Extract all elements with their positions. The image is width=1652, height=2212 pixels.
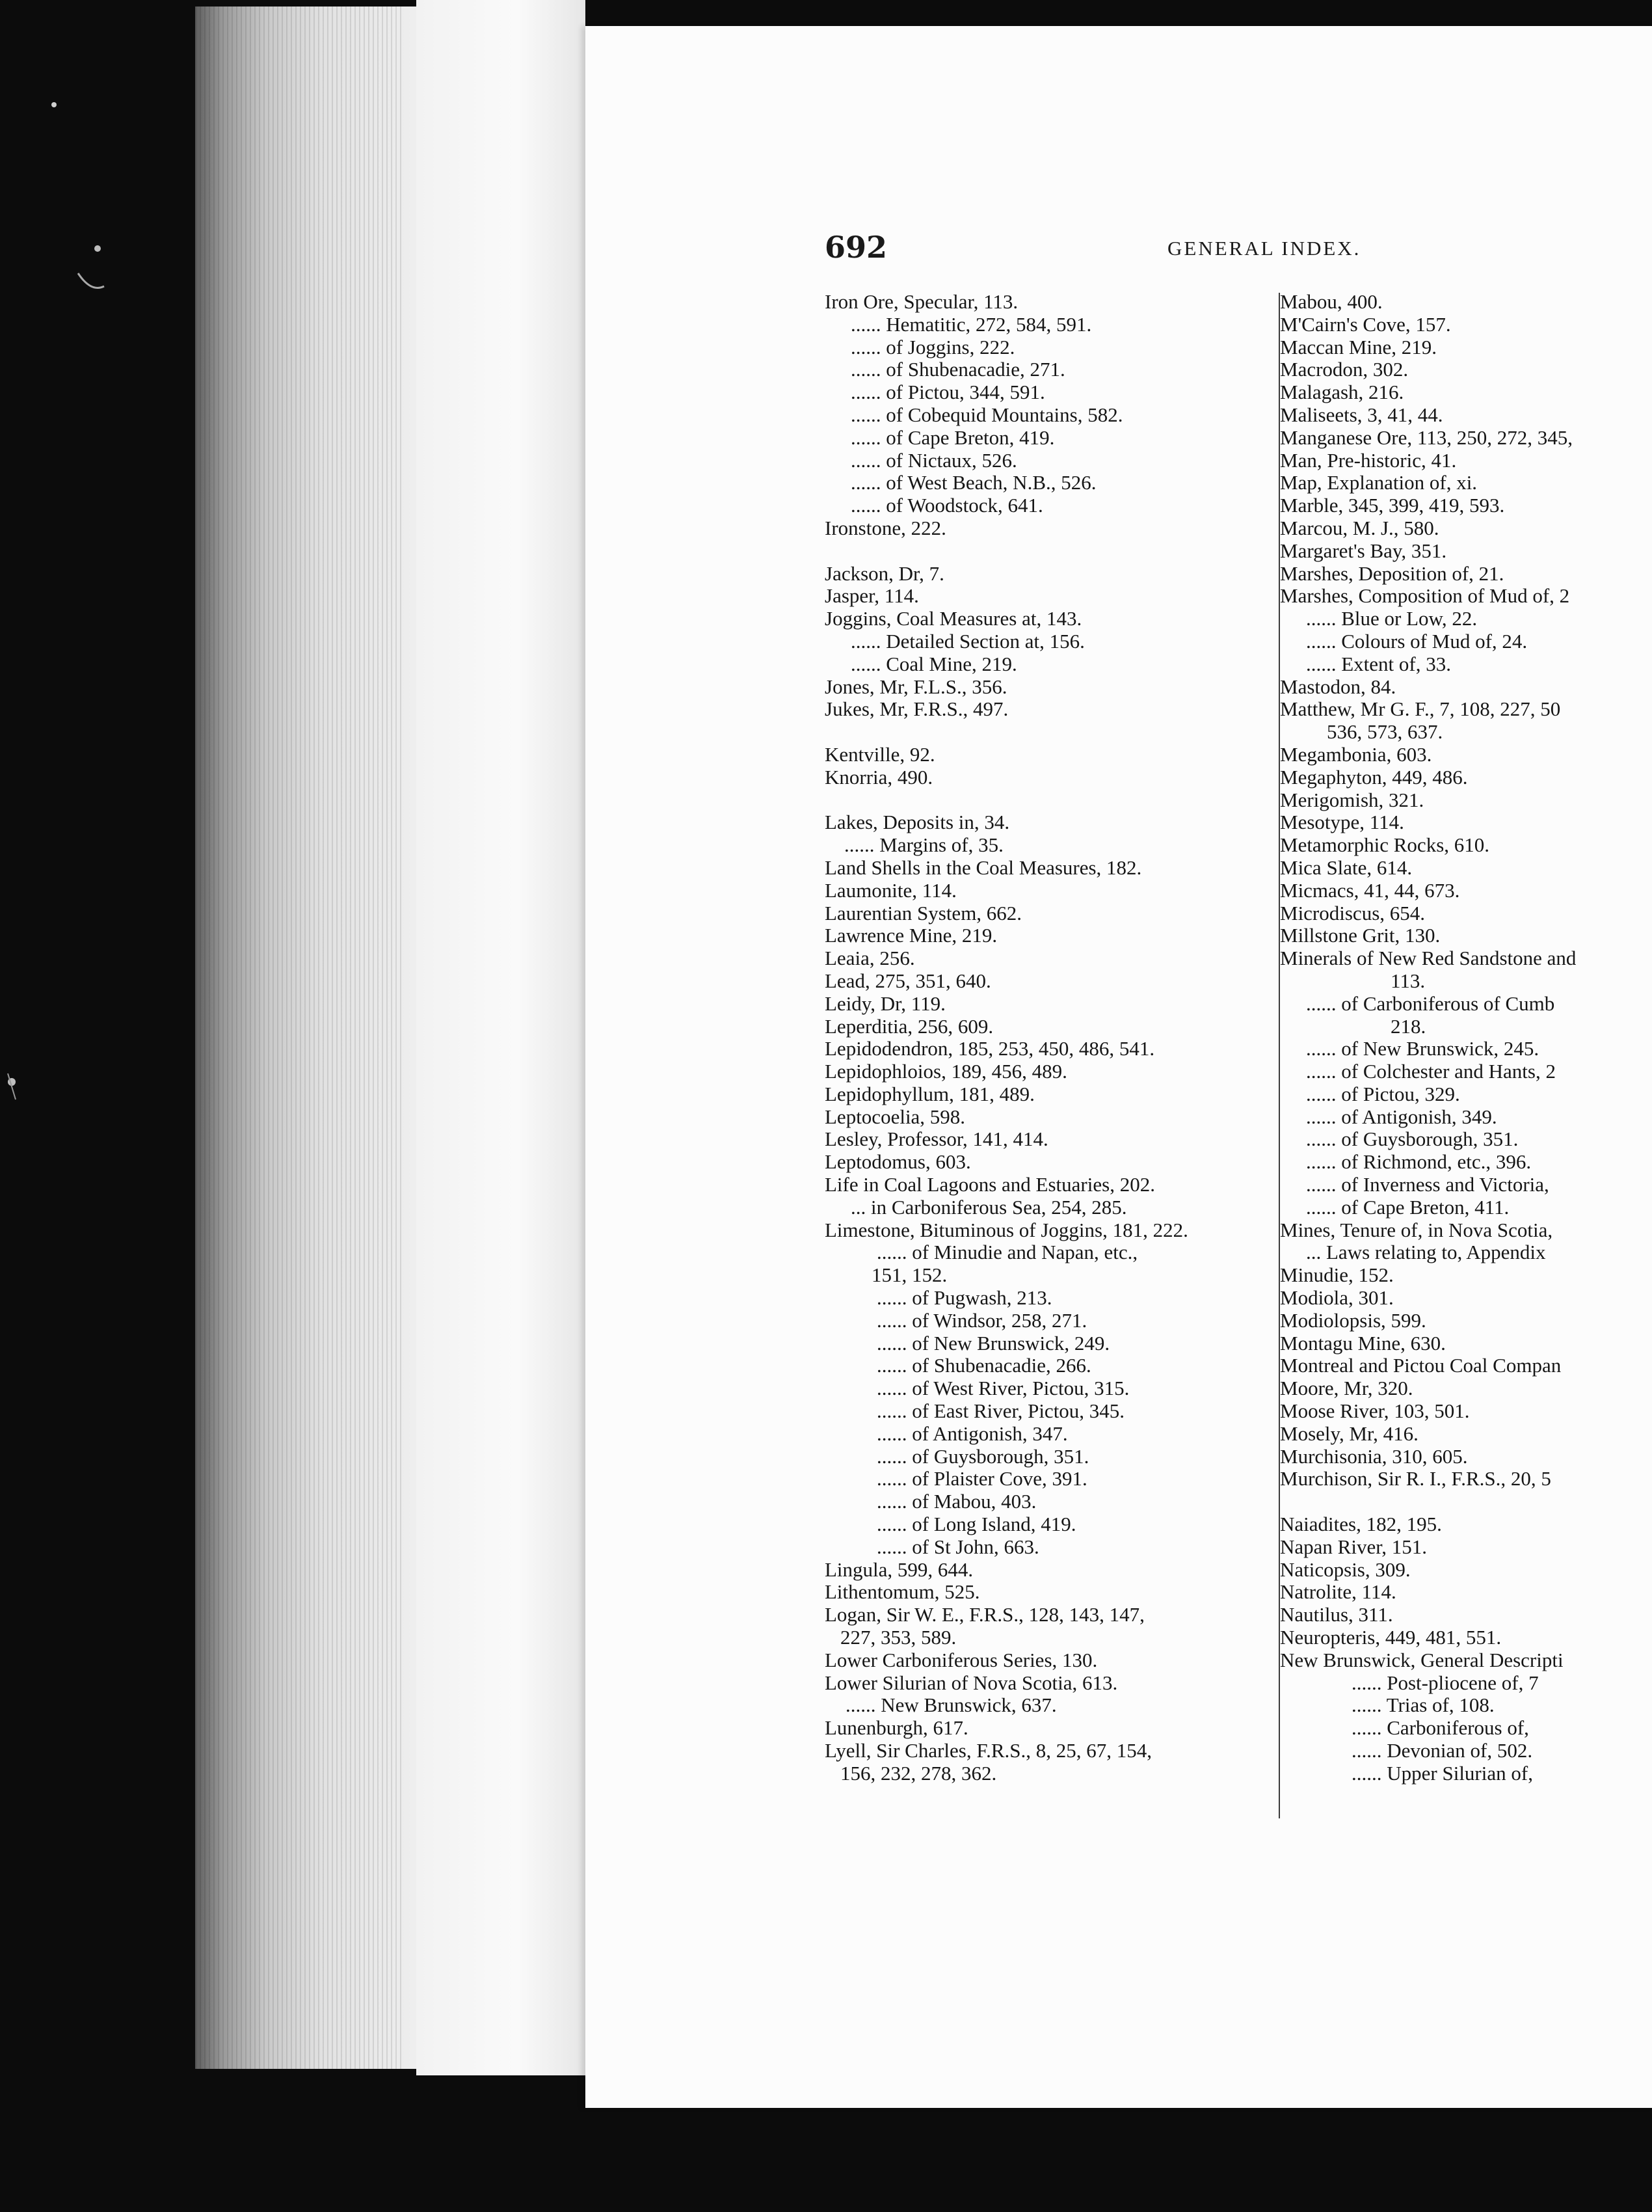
index-entry: Laumonite, 114. <box>825 878 957 902</box>
index-entry: Lepidophloios, 189, 456, 489. <box>825 1060 1067 1083</box>
index-entry: Macrodon, 302. <box>1280 358 1409 381</box>
index-entry: Mastodon, 84. <box>1280 675 1396 698</box>
index-entry: ...... Carboniferous of, <box>1352 1716 1529 1740</box>
index-column-left <box>825 291 1280 1785</box>
index-entry: ...... Blue or Low, 22. <box>1306 607 1478 630</box>
index-entry: Mabou, 400. <box>1280 291 1383 313</box>
index-entry: ...... of Pugwash, 213. <box>877 1286 1052 1310</box>
index-entry: ...... Colours of Mud of, 24. <box>1306 629 1528 653</box>
index-entry: Mines, Tenure of, in Nova Scotia, <box>1280 1218 1553 1241</box>
index-entry: ...... of Windsor, 258, 271. <box>877 1308 1087 1332</box>
index-entry: Marshes, Composition of Mud of, 2 <box>1280 584 1570 608</box>
index-entry: ...... Post-pliocene of, 7 <box>1352 1671 1539 1694</box>
index-entry: ...... of Mabou, 403. <box>877 1490 1037 1513</box>
index-entry: Lepidophyllum, 181, 489. <box>825 1082 1035 1105</box>
index-entry: Moose River, 103, 501. <box>1280 1399 1470 1423</box>
index-entry: ...... Detailed Section at, 156. <box>851 629 1085 653</box>
index-entry: ...... of Shubenacadie, 266. <box>877 1354 1091 1377</box>
inner-leaf <box>416 0 585 2075</box>
index-entry: Minudie, 152. <box>1280 1263 1394 1287</box>
index-entry: ...... of Woodstock, 641. <box>851 494 1043 517</box>
index-entry: Lower Silurian of Nova Scotia, 613. <box>825 1671 1118 1694</box>
index-entry: ...... Coal Mine, 219. <box>851 652 1017 675</box>
running-head: GENERAL INDEX. <box>1167 237 1361 260</box>
index-entry: ...... of Antigonish, 349. <box>1306 1105 1497 1128</box>
index-entry: Iron Ore, Specular, 113. <box>825 290 1019 313</box>
index-entry: Murchisonia, 310, 605. <box>1280 1444 1468 1468</box>
index-entry: Megambonia, 603. <box>1280 742 1432 766</box>
index-entry: ... Laws relating to, Appendix <box>1306 1241 1546 1264</box>
index-entry: Logan, Sir W. E., F.R.S., 128, 143, 147, <box>825 1603 1145 1626</box>
index-entry: 151, 152. <box>872 1263 948 1287</box>
index-entry: Lawrence Mine, 219. <box>825 924 998 947</box>
index-entry: Millstone Grit, 130. <box>1280 924 1441 947</box>
index-entry: ...... of Long Island, 419. <box>877 1513 1076 1536</box>
index-entry: Microdiscus, 654. <box>1280 901 1426 924</box>
index-entry: 113. <box>1391 969 1426 992</box>
index-entry: Metamorphic Rocks, 610. <box>1280 833 1490 857</box>
index-entry: ...... New Brunswick, 637. <box>846 1693 1057 1717</box>
index-entry: Naticopsis, 309. <box>1280 1558 1411 1581</box>
index-entry: ...... of West River, Pictou, 315. <box>877 1377 1130 1400</box>
page-number: 692 <box>825 230 888 265</box>
index-entry: ...... of Pictou, 329. <box>1306 1082 1460 1105</box>
index-entry: ...... of St John, 663. <box>877 1535 1039 1558</box>
index-entry: Ironstone, 222. <box>825 516 946 539</box>
page-edge-striations <box>195 7 403 2069</box>
index-entry: ...... Trias of, 108. <box>1352 1693 1495 1717</box>
index-entry: Leptodomus, 603. <box>825 1150 971 1174</box>
index-entry: ...... Upper Silurian of, <box>1352 1761 1533 1785</box>
index-entry: ...... Extent of, 33. <box>1306 652 1451 675</box>
index-entry: ...... of Cobequid Mountains, 582. <box>851 403 1123 426</box>
index-entry: Life in Coal Lagoons and Estuaries, 202. <box>825 1173 1155 1196</box>
index-entry: M'Cairn's Cove, 157. <box>1280 312 1451 336</box>
index-entry: Man, Pre-historic, 41. <box>1280 448 1457 472</box>
index-entry: 536, 573, 637. <box>1327 720 1443 744</box>
index-entry: ...... of Guysborough, 351. <box>877 1444 1089 1468</box>
index-entry: ...... of Colchester and Hants, 2 <box>1306 1060 1556 1083</box>
index-spacer <box>825 540 1280 563</box>
index-entry: Margaret's Bay, 351. <box>1280 539 1447 562</box>
index-entry: Napan River, 151. <box>1280 1535 1428 1558</box>
index-spacer <box>1280 1490 1652 1513</box>
index-entry: Jones, Mr, F.L.S., 356. <box>825 675 1007 698</box>
index-entry: Leperditia, 256, 609. <box>825 1014 994 1038</box>
index-entry: ...... of East River, Pictou, 345. <box>877 1399 1125 1423</box>
index-entry: ...... of Antigonish, 347. <box>877 1422 1068 1445</box>
index-entry: Megaphyton, 449, 486. <box>1280 765 1468 789</box>
index-entry: ...... of Richmond, etc., 396. <box>1306 1150 1532 1174</box>
index-entry: Laurentian System, 662. <box>825 901 1022 924</box>
index-entry: Mosely, Mr, 416. <box>1280 1422 1419 1445</box>
index-entry: Leptocoelia, 598. <box>825 1105 966 1128</box>
index-entry: Marble, 345, 399, 419, 593. <box>1280 494 1505 517</box>
index-entry: Leaia, 256. <box>825 947 915 970</box>
index-entry: Merigomish, 321. <box>1280 788 1424 811</box>
dust-speck <box>94 245 101 252</box>
index-entry: Naiadites, 182, 195. <box>1280 1513 1442 1536</box>
index-entry: ... in Carboniferous Sea, 254, 285. <box>851 1195 1127 1219</box>
index-entry: Matthew, Mr G. F., 7, 108, 227, 50 <box>1280 697 1561 721</box>
index-entry: ...... of Carboniferous of Cumb <box>1306 991 1555 1015</box>
index-entry: Lithentomum, 525. <box>825 1580 980 1604</box>
index-entry: ...... of New Brunswick, 245. <box>1306 1037 1539 1060</box>
index-entry: Marcou, M. J., 580. <box>1280 516 1439 539</box>
index-entry: Natrolite, 114. <box>1280 1580 1396 1604</box>
index-entry: Jackson, Dr, 7. <box>825 561 944 585</box>
index-entry: Maliseets, 3, 41, 44. <box>1280 403 1443 426</box>
index-entry: Limestone, Bituminous of Joggins, 181, 222. <box>825 1218 1188 1241</box>
index-entry: Lakes, Deposits in, 34. <box>825 811 1010 834</box>
index-entry: Leidy, Dr, 119. <box>825 991 946 1015</box>
index-entry: 156, 232, 278, 362. <box>840 1761 997 1785</box>
index-entry: Montreal and Pictou Coal Compan <box>1280 1354 1562 1377</box>
index-entry: Neuropteris, 449, 481, 551. <box>1280 1626 1502 1649</box>
index-entry: ...... of New Brunswick, 249. <box>877 1331 1110 1355</box>
index-entry: ...... of Minudie and Napan, etc., <box>877 1241 1138 1264</box>
index-entry: ...... of Inverness and Victoria, <box>1306 1173 1549 1196</box>
index-entry: ...... of West Beach, N.B., 526. <box>851 471 1097 494</box>
index-entry: ...... Devonian of, 502. <box>1352 1739 1533 1762</box>
index-entry: Modiolopsis, 599. <box>1280 1308 1426 1332</box>
index-spacer <box>825 789 1280 812</box>
index-entry: Mesotype, 114. <box>1280 811 1404 834</box>
index-entry: Manganese Ore, 113, 250, 272, 345, <box>1280 425 1573 449</box>
index-entry: Micmacs, 41, 44, 673. <box>1280 878 1460 902</box>
index-entry: ...... Hematitic, 272, 584, 591. <box>851 312 1092 336</box>
index-entry: Lead, 275, 351, 640. <box>825 969 991 992</box>
index-entry: Joggins, Coal Measures at, 143. <box>825 607 1082 630</box>
index-entry: Jukes, Mr, F.R.S., 497. <box>825 697 1009 721</box>
index-entry: Murchison, Sir R. I., F.R.S., 20, 5 <box>1280 1467 1551 1490</box>
index-entry: Maccan Mine, 219. <box>1280 335 1437 358</box>
dust-speck <box>51 102 57 107</box>
index-entry: Map, Explanation of, xi. <box>1280 471 1478 494</box>
index-entry: ...... of Guysborough, 351. <box>1306 1127 1519 1151</box>
index-entry: Kentville, 92. <box>825 742 935 766</box>
index-entry: Knorria, 490. <box>825 765 933 789</box>
index-entry: ...... of Cape Breton, 411. <box>1306 1195 1510 1219</box>
index-entry: ...... of Plaister Cove, 391. <box>877 1467 1087 1490</box>
index-column-right <box>1280 291 1652 1785</box>
index-entry: Minerals of New Red Sandstone and <box>1280 947 1577 970</box>
index-entry: ...... of Nictaux, 526. <box>851 448 1017 472</box>
index-entry: ...... of Cape Breton, 419. <box>851 425 1055 449</box>
index-entry: Lesley, Professor, 141, 414. <box>825 1127 1048 1151</box>
index-entry: ...... Margins of, 35. <box>844 833 1004 857</box>
index-entry: ...... of Joggins, 222. <box>851 335 1015 358</box>
index-entry: Lyell, Sir Charles, F.R.S., 8, 25, 67, 154, <box>825 1739 1152 1762</box>
index-entry: Malagash, 216. <box>1280 381 1404 404</box>
index-entry: Lepidodendron, 185, 253, 450, 486, 541. <box>825 1037 1155 1060</box>
index-entry: Lunenburgh, 617. <box>825 1716 968 1740</box>
index-spacer <box>825 721 1280 744</box>
index-entry: Marshes, Deposition of, 21. <box>1280 561 1504 585</box>
index-entry: Lingula, 599, 644. <box>825 1558 974 1581</box>
index-entry: ...... of Pictou, 344, 591. <box>851 381 1045 404</box>
index-entry: Jasper, 114. <box>825 584 919 608</box>
index-entry: 218. <box>1391 1014 1426 1038</box>
index-entry: Mica Slate, 614. <box>1280 856 1413 879</box>
index-entry: Nautilus, 311. <box>1280 1603 1393 1626</box>
index-entry: Moore, Mr, 320. <box>1280 1377 1413 1400</box>
index-entry: Modiola, 301. <box>1280 1286 1394 1310</box>
index-entry: Land Shells in the Coal Measures, 182. <box>825 856 1142 879</box>
index-entry: Lower Carboniferous Series, 130. <box>825 1648 1098 1671</box>
index-entry: New Brunswick, General Descripti <box>1280 1648 1564 1671</box>
index-entry: Montagu Mine, 630. <box>1280 1331 1446 1355</box>
index-entry: ...... of Shubenacadie, 271. <box>851 358 1065 381</box>
index-entry: 227, 353, 589. <box>840 1626 957 1649</box>
